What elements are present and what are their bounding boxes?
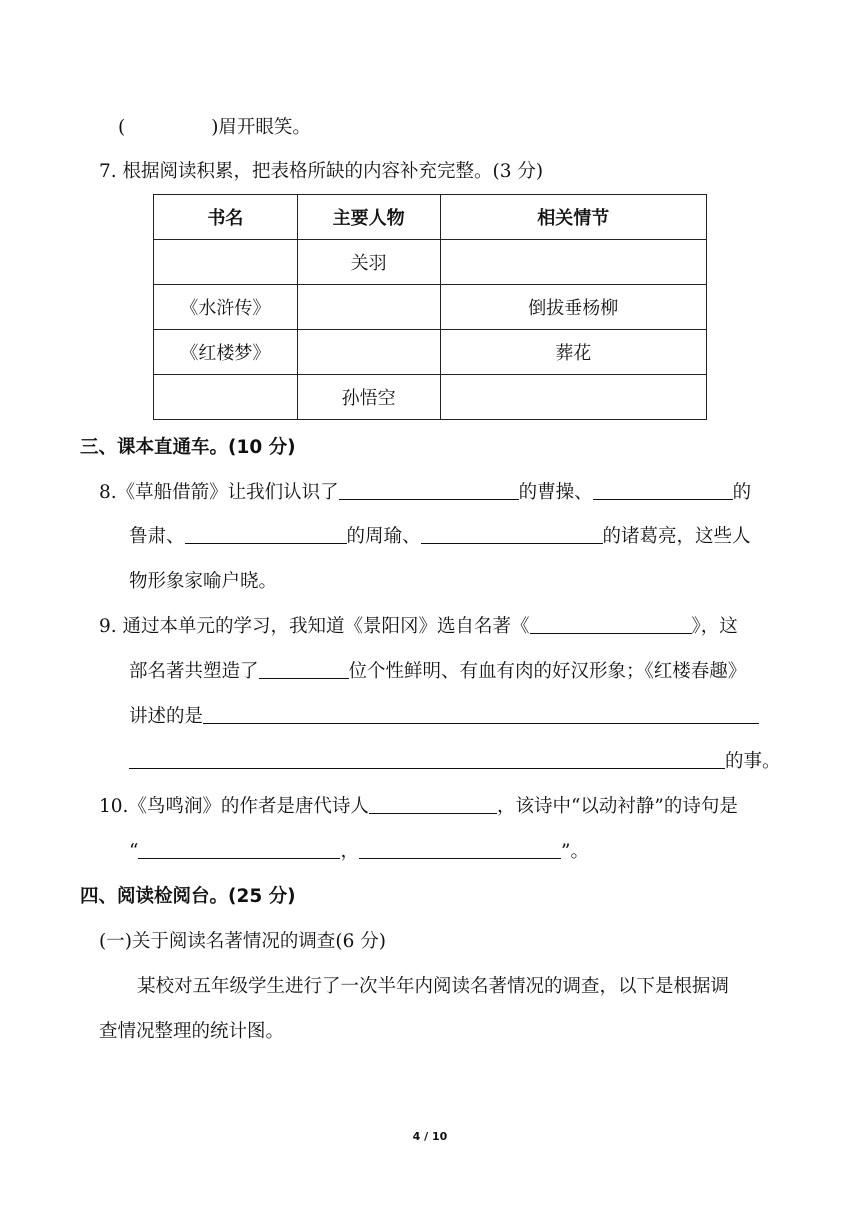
- q9-blank-story-b[interactable]: [129, 750, 725, 769]
- table-header-row: [154, 195, 707, 240]
- section3-heading: 三、课本直通车。(10 分): [80, 437, 296, 458]
- q9-line2: [129, 660, 746, 684]
- q10-text: “: [129, 841, 139, 862]
- table-row: [154, 240, 707, 285]
- q8-text: 8.《草船借箭》让我们认识了: [99, 482, 339, 503]
- q9-text: 位个性鲜明、有血有肉的好汉形象；《红楼春趣》: [348, 661, 747, 682]
- table-cell: 《红楼梦》: [154, 330, 298, 375]
- q9-text: 部名著共塑造了: [129, 661, 259, 682]
- q8-text: 的诸葛亮，这些人: [602, 526, 751, 547]
- q9-line1: [99, 615, 738, 639]
- q9-blank-story-a[interactable]: [203, 705, 759, 724]
- table-cell: 《水浒传》: [154, 285, 298, 330]
- q8-text: 的: [732, 482, 752, 503]
- table-cell: 倒拔垂杨柳: [440, 285, 707, 330]
- q8-blank-zhugeliang[interactable]: [421, 525, 603, 544]
- q10-blank-poet[interactable]: [369, 795, 497, 814]
- q10-line2: [129, 840, 589, 864]
- q8-text: 的周瑜、: [346, 526, 421, 547]
- q8-line3: 物形象家喻户晓。: [129, 571, 278, 592]
- table-cell: 葬花: [440, 330, 707, 375]
- table-header-cell: 主要人物: [297, 195, 440, 240]
- q9-text: 》，这: [691, 616, 738, 637]
- q9-text: 的事。: [725, 751, 781, 772]
- table-row: [154, 330, 707, 375]
- q7-prompt: 7. 根据阅读积累，把表格所缺的内容补充完整。(3 分): [99, 161, 544, 182]
- table-cell[interactable]: [297, 285, 440, 330]
- page-number: 4 / 10: [412, 1130, 448, 1143]
- table-cell: 孙悟空: [297, 375, 440, 420]
- reading-table: [153, 194, 707, 420]
- q8-text: 鲁肃、: [129, 526, 185, 547]
- q6-close-text: )眉开眼笑。: [211, 117, 311, 138]
- q9-line3: [129, 705, 759, 729]
- part1-para-line2: 查情况整理的统计图。: [99, 1021, 285, 1042]
- q8-blank-caocao[interactable]: [339, 481, 519, 500]
- q8-blank-zhouyu[interactable]: [185, 525, 347, 544]
- q6-open-paren: (: [118, 117, 126, 138]
- q9-line4: [129, 750, 781, 774]
- table-header-cell: 相关情节: [440, 195, 707, 240]
- q9-blank-book[interactable]: [530, 615, 692, 634]
- table-cell[interactable]: [440, 375, 707, 420]
- q10-blank-verse1[interactable]: [138, 840, 340, 859]
- q8-blank-lusu[interactable]: [593, 481, 733, 500]
- q6-answer-line: [118, 116, 311, 140]
- q10-text: 10.《鸟鸣涧》的作者是唐代诗人: [99, 796, 369, 817]
- q10-blank-verse2[interactable]: [359, 840, 561, 859]
- q10-text: ，: [340, 841, 359, 862]
- q10-text: ”。: [560, 841, 589, 862]
- q8-line1: [99, 481, 751, 505]
- table-row: [154, 375, 707, 420]
- table-cell[interactable]: [154, 375, 298, 420]
- q10-line1: [99, 795, 738, 819]
- table-row: [154, 285, 707, 330]
- q8-text: 的曹操、: [518, 482, 593, 503]
- table-cell[interactable]: [440, 240, 707, 285]
- q9-text: 讲述的是: [129, 706, 204, 727]
- section4-heading: 四、阅读检阅台。(25 分): [80, 886, 296, 907]
- table-cell[interactable]: [154, 240, 298, 285]
- table-cell[interactable]: [297, 330, 440, 375]
- q9-text: 9. 通过本单元的学习，我知道《景阳冈》选自名著《: [99, 616, 530, 637]
- q9-blank-count[interactable]: [259, 660, 349, 679]
- q10-text: ，该诗中“以动衬静”的诗句是: [496, 796, 738, 817]
- part1-para-line1: 某校对五年级学生进行了一次半年内阅读名著情况的调查，以下是根据调: [137, 976, 730, 997]
- q8-line2: [129, 525, 751, 549]
- table-header-cell: 书名: [154, 195, 298, 240]
- table-cell: 关羽: [297, 240, 440, 285]
- part1-title: (一)关于阅读名著情况的调查(6 分): [99, 931, 387, 952]
